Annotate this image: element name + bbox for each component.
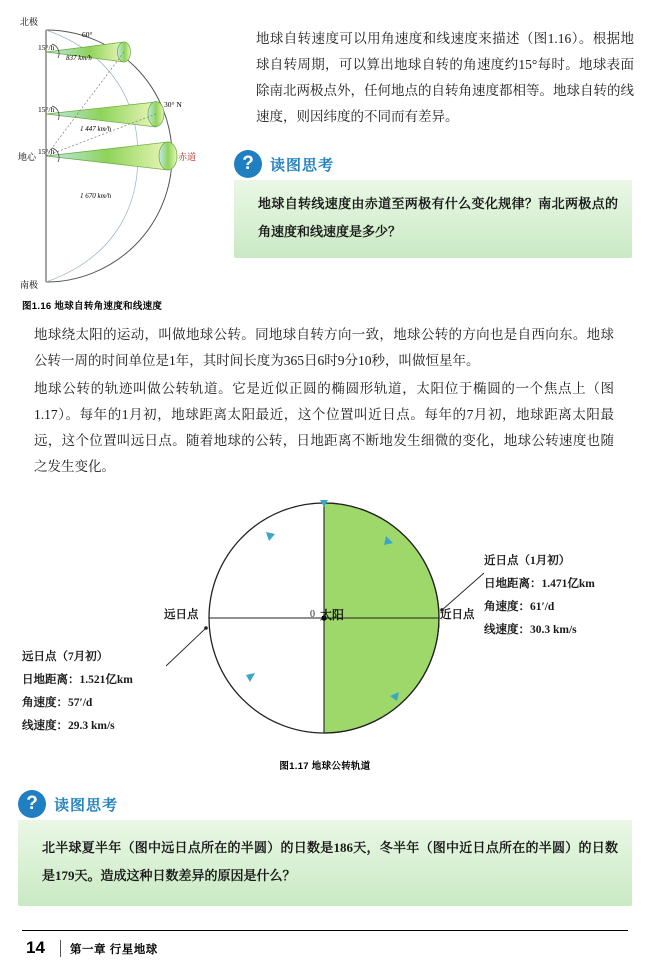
- footer-divider: [22, 930, 628, 931]
- think-box-2-text: 北半球夏半年（图中远日点所在的半圆）的日数是186天，冬半年（图中近日点所在的半圆）的日数是179天。造成这种日数差异的原因是什么？: [42, 840, 618, 883]
- figure-1-17-caption: 图1.17 地球公转轨道: [279, 761, 371, 772]
- label-lat60-degree: 60°: [82, 30, 93, 39]
- footer-chapter-title: 第一章 行星地球: [70, 944, 158, 956]
- figure-1-16-caption: 图1.16 地球自转角速度和线速度: [22, 301, 163, 312]
- label-lat30-angular: 15°/h: [38, 105, 55, 114]
- label-geocenter: 地心: [18, 152, 37, 162]
- perihelion-title: 近日点（1月初）: [484, 555, 571, 567]
- think-box-2-header: [18, 790, 632, 820]
- sun-point-label: 0: [310, 609, 315, 620]
- think-box-header: [234, 150, 632, 180]
- sun-label: 太阳: [320, 608, 345, 622]
- label-lat30-degree: 30° N: [164, 100, 182, 109]
- label-north-pole: 北极: [20, 17, 39, 27]
- perihelion-linear-speed: 线速度：30.3 km/s: [484, 624, 577, 636]
- figure-1-16-rotation-speed: [18, 14, 228, 294]
- aphelion-angular-speed: 角速度：57′/d: [22, 697, 93, 709]
- paragraph-orbit: 地球公转的轨迹叫做公转轨道。它是近似正圆的椭圆形轨道，太阳位于椭圆的一个焦点上（图1.17）。每年的1月初，地球距离太阳最近，这个位置叫近日点。每年的7月初，地球距离太阳最远，这个位置叫远日点。随着地球的公转，日地距离不断地发生细微的变化，地球公转速度也随之发生变化。: [34, 381, 614, 474]
- aphelion-distance: 日地距离：1.521亿km: [22, 674, 133, 686]
- think-box-text: 地球自转线速度由赤道至两极有什么变化规律？南北两极点的角速度和线速度是多少？: [258, 196, 618, 239]
- perihelion-point-label: 近日点: [440, 609, 475, 621]
- label-lat60-linear: 837 km/h: [66, 54, 92, 62]
- paragraph-rotation-speed: 地球自转速度可以用角速度和线速度来描述（图1.16）。根据地球自转周期，可以算出地球自转的角速度约15°每时。地球表面除南北两极点外，任何地点的自转角速度都相等。地球自转的线速度，则因纬度的不同而有差异。: [256, 31, 634, 124]
- aphelion-title: 远日点（7月初）: [22, 651, 109, 663]
- question-mark-icon: ?: [234, 150, 262, 178]
- think-box-title: 读图思考: [270, 157, 335, 174]
- aphelion-linear-speed: 线速度：29.3 km/s: [22, 720, 115, 732]
- think-box-revolution: [18, 790, 632, 920]
- think-box-rotation: [234, 150, 632, 266]
- paragraph-revolution-intro: 地球绕太阳的运动，叫做地球公转。同地球自转方向一致，地球公转的方向也是自西向东。地球公转一周的时间单位是1年，其时间长度为365日6时9分10秒，叫做恒星年。: [34, 327, 614, 368]
- label-south-pole: 南极: [20, 280, 39, 290]
- label-lat60-angular: 15°/h: [38, 43, 55, 52]
- figure-1-17-orbit: [14, 470, 636, 760]
- perihelion-distance: 日地距离：1.471亿km: [484, 578, 595, 590]
- question-mark-icon: ?: [18, 790, 46, 818]
- perihelion-angular-speed: 角速度：61′/d: [484, 601, 555, 613]
- label-equator-linear: 1 670 km/h: [80, 192, 112, 200]
- label-lat30-linear: 1 447 km/h: [80, 125, 112, 133]
- aphelion-point-label: 远日点: [164, 609, 199, 621]
- page-number: 14: [26, 938, 45, 957]
- label-equator-angular: 15°/h: [38, 147, 55, 156]
- label-equator: 赤道: [178, 152, 197, 162]
- footer-separator: [60, 940, 61, 957]
- page-footer: [0, 930, 650, 972]
- think-box-2-title: 读图思考: [54, 797, 119, 814]
